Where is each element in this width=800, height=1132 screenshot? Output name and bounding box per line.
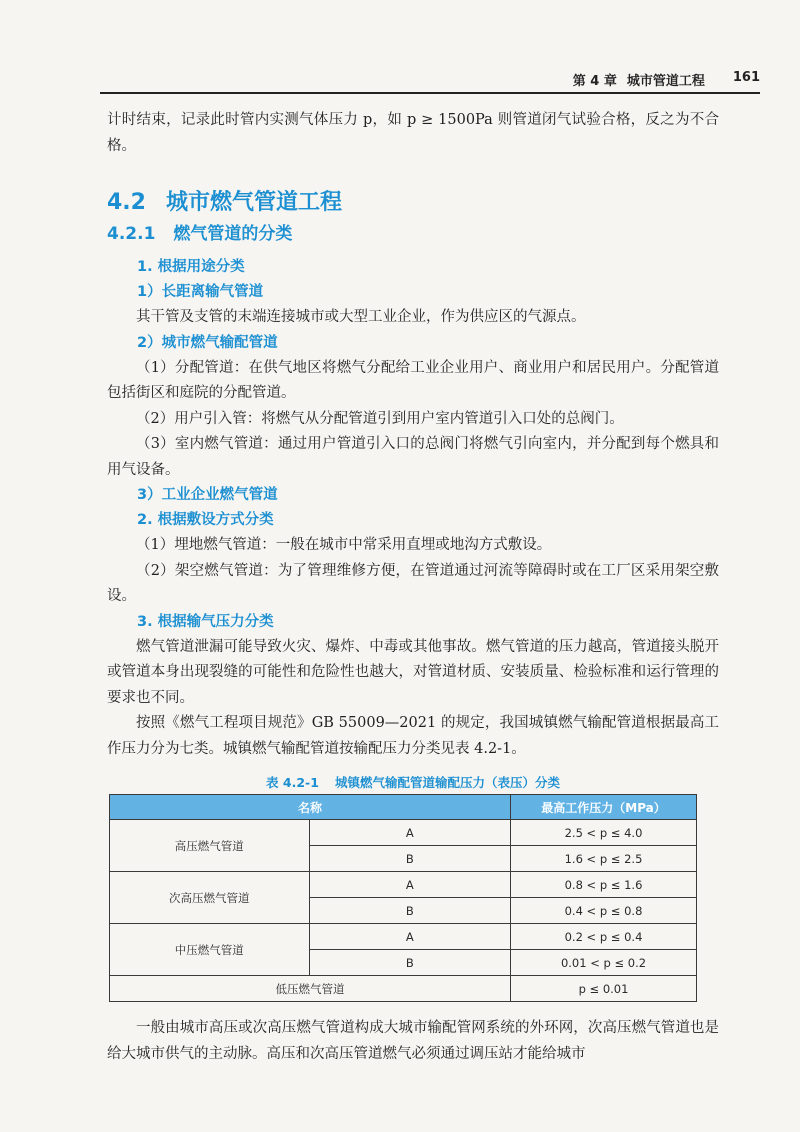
pressure-range-cell: 1.6 < p ≤ 2.5	[511, 846, 697, 872]
page-number: 161	[732, 70, 760, 85]
section-number: 4.2	[107, 190, 146, 215]
closing-paragraph: 一般由城市高压或次高压燃气管道构成大城市输配管网系统的外环网，次高压燃气管道也是给大城市供气的主动脉。高压和次高压管道燃气必须通过调压站才能给城市	[107, 1020, 719, 1062]
pipe-class-name: 中压燃气管道	[110, 924, 310, 976]
heading-industrial: 3）工业企业燃气管道	[137, 487, 278, 503]
table-number: 表 4.2-1	[266, 775, 319, 790]
table-header-row	[110, 795, 697, 820]
grade-cell: B	[309, 846, 510, 872]
pipe-class-name: 低压燃气管道	[110, 976, 511, 1002]
table-row	[110, 820, 697, 846]
table-row	[110, 924, 697, 950]
grade-cell: A	[309, 872, 510, 898]
pressure-classification-table	[109, 794, 697, 1002]
paragraph-service-pipe: （2）用户引入管：将燃气从分配管道引到用户室内管道引入口处的总阀门。	[136, 410, 624, 427]
subsection-number: 4.2.1	[107, 224, 156, 244]
heading-by-laying: 2. 根据敷设方式分类	[137, 512, 274, 528]
section-title: 城市燃气管道工程	[165, 190, 342, 215]
table-caption	[107, 772, 719, 794]
page-content	[107, 100, 719, 1067]
header-pressure: 最高工作压力（MPa）	[511, 795, 697, 820]
header-name: 名称	[110, 795, 511, 820]
table-title: 城镇燃气输配管道输配压力（表压）分类	[334, 775, 560, 790]
pressure-range-cell: 0.8 < p ≤ 1.6	[511, 872, 697, 898]
heading-city-distribution: 2）城市燃气输配管道	[137, 334, 278, 351]
pressure-range-cell: 2.5 < p ≤ 4.0	[511, 820, 697, 846]
grade-cell: B	[309, 898, 510, 924]
paragraph-overhead: （2）架空燃气管道：为了管理维修方便，在管道通过河流等障碍时或在工厂区采用架空敷设。	[107, 562, 719, 604]
pipe-class-name: 高压燃气管道	[110, 820, 310, 872]
running-header	[530, 70, 760, 89]
section-heading	[107, 185, 719, 215]
table-row	[110, 872, 697, 898]
heading-long-distance: 1）长距离输气管道	[137, 284, 264, 300]
grade-cell: B	[309, 950, 510, 976]
chapter-label: 第 4 章	[572, 74, 617, 89]
pressure-range-cell: 0.4 < p ≤ 0.8	[511, 898, 697, 924]
paragraph-pressure-risk: 燃气管道泄漏可能导致火灾、爆炸、中毒或其他事故。燃气管道的压力越高，管道接头脱开或管道本身出现裂缝的可能性和危险性也越大，对管道材质、安装质量、检验标准和运行管理的要求也不同。	[107, 638, 719, 706]
pressure-range-cell: 0.01 < p ≤ 0.2	[511, 950, 697, 976]
paragraph-pressure-standard: 按照《燃气工程项目规范》GB 55009—2021 的规定，我国城镇燃气输配管道根据最高工作压力分为七类。城镇燃气输配管道按输配压力分类见表 4.2-1。	[107, 715, 719, 757]
subsection-heading	[107, 219, 719, 247]
chapter-title: 城市管道工程	[626, 74, 705, 89]
intro-paragraph: 计时结束，记录此时管内实测气体压力 p，如 p ≥ 1500Pa 则管道闭气试验合格，反之为不合格。	[107, 112, 719, 154]
grade-cell: A	[309, 820, 510, 846]
paragraph-distribution-pipe: （1）分配管道：在供气地区将燃气分配给工业企业用户、商业用户和居民用户。分配管道包括街区和庭院的分配管道。	[107, 359, 719, 401]
subsection-title: 燃气管道的分类	[173, 224, 293, 244]
pipe-class-name: 次高压燃气管道	[110, 872, 310, 924]
pressure-range-cell: 0.2 < p ≤ 0.4	[511, 924, 697, 950]
table-row	[110, 976, 697, 1002]
paragraph-buried: （1）埋地燃气管道：一般在城市中常采用直埋或地沟方式敷设。	[136, 537, 552, 553]
paragraph-long-distance: 其干管及支管的末端连接城市或大型工业企业，作为供应区的气源点。	[136, 309, 586, 325]
paragraph-indoor-pipe: （3）室内燃气管道：通过用户管道引入口的总阀门将燃气引向室内，并分配到每个燃具和用气设备。	[107, 436, 719, 478]
pressure-range-cell: p ≤ 0.01	[511, 976, 697, 1002]
grade-cell: A	[309, 924, 510, 950]
heading-by-pressure: 3. 根据输气压力分类	[137, 613, 274, 630]
header-rule	[100, 92, 760, 94]
heading-by-use: 1. 根据用途分类	[137, 259, 245, 275]
